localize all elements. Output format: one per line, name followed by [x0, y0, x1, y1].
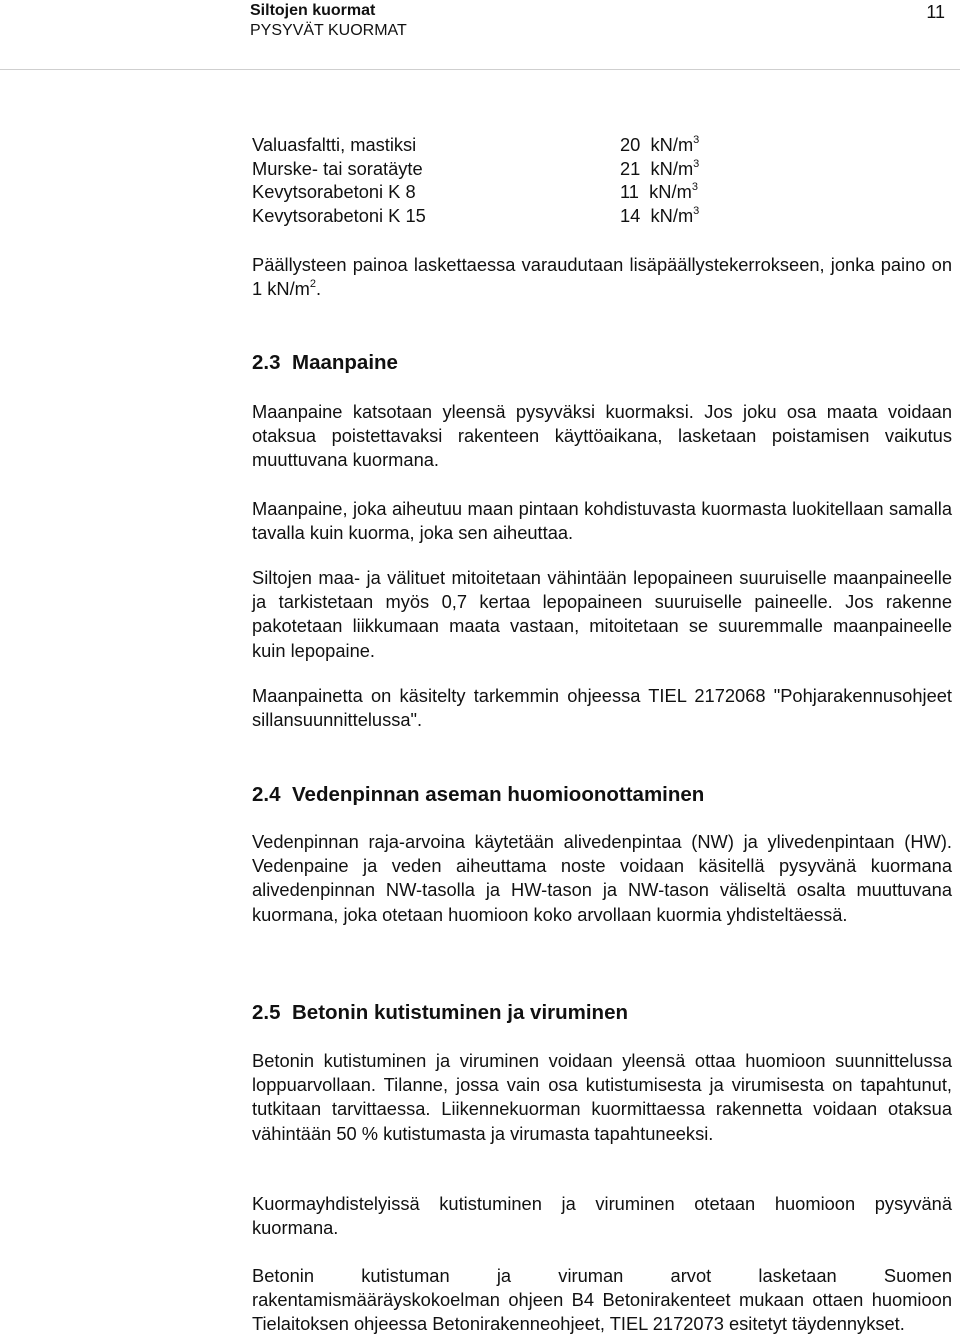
weight-row [252, 204, 700, 228]
paragraph: Kuormayhdistelyissä kutistuminen ja viruminen otetaan huomioon pysyvänä kuormana. [252, 1193, 952, 1239]
weight-row [252, 157, 700, 181]
paragraph: Betonin kutistuminen ja viruminen voidaan yleensä ottaa huomioon suunnittelussa loppuarvollaan. Tilanne, jossa vain osa kutistumisesta ja virumisesta on tapahtunut, tutkitaan tarvittaessa. Liikennekuorman kuormittaessa rakennetta voidaan otaksua vähintään 50 % kutistumasta ja virumasta tapahtuneeksi. [252, 1050, 952, 1144]
weight-material: Valuasfaltti, mastiksi [252, 134, 417, 155]
paragraph: Maanpainetta on käsitelty tarkemmin ohjeessa TIEL 2172068 "Pohjarakennusohjeet sillansuunnittelussa". [252, 685, 952, 731]
paragraph: Vedenpinnan raja-arvoina käytetään alivedenpintaa (NW) ja ylivedenpintaan (HW). Vedenpaine ja veden aiheuttama noste voidaan käsitellä pysyvänä kuormana alivedenpinnan NW-tasolla ja HW-tason ja NW-tason väliseltä osalta muuttuvana kuormana, joka otetaan huomioon koko arvollaan kuormia yhdisteltäessä. [252, 831, 952, 925]
weight-value: 14 $kN/m^3$ [620, 205, 700, 226]
header-title: Siltojen kuormat [250, 2, 376, 19]
section-heading [252, 783, 704, 807]
pavement-note: Päällysteen painoa laskettaessa varaudutaan lisäpäällystekerrokseen, jonka paino on 1 $kN/m^2$. [252, 254, 952, 300]
paragraph: Maanpaine katsotaan yleensä pysyväksi kuormaksi. Jos joku osa maata voidaan otaksua poistettavaksi rakenteen käyttöaikana, lasketaan poistamisen vaikutus muuttuvana kuormana. [252, 401, 952, 471]
weight-row [252, 133, 700, 157]
section-title: Maanpaine [292, 351, 398, 374]
weight-value: 20 $kN/m^3$ [620, 134, 700, 155]
header-subtitle: PYSYVÄT KUORMAT [250, 22, 407, 39]
weight-material: Murske- tai soratäyte [252, 158, 423, 179]
section-heading [252, 351, 398, 375]
section-title: Vedenpinnan aseman huomioonottaminen [292, 783, 705, 806]
section-number: 2.5 [252, 1001, 281, 1024]
weight-row [252, 180, 698, 204]
weight-value: 11 $kN/m^3$ [620, 181, 698, 202]
paragraph: Siltojen maa- ja välituet mitoitetaan vähintään lepopaineen suuruiselle maanpaineelle ja tarkistetaan myös 0,7 kertaa lepopaineen suuruiselle paineelle. Jos rakenne pakotetaan liikkumaan maata vastaan, mitoitetaan se suuremmalle maanpaineelle kuin lepopaine. [252, 567, 952, 661]
page-number: 11 [926, 2, 945, 22]
paragraph: Maanpaine, joka aiheutuu maan pintaan kohdistuvasta kuormasta luokitellaan samalla tavalla kuin kuorma, joka sen aiheuttaa. [252, 498, 952, 544]
section-number: 2.4 [252, 783, 281, 806]
weight-material: Kevytsorabetoni K 8 [252, 181, 416, 202]
page-header [0, 0, 960, 70]
section-heading [252, 1001, 628, 1025]
header-divider [0, 69, 960, 70]
paragraph: Betonin kutistuman ja viruman arvot lasketaan Suomen rakentamismääräyskokoelman ohjeen B4 Betonirakenteet mukaan ottaen huomioon Tielaitoksen ohjeessa Betonirakenneohjeet, TIEL 2172073 esitetyt täydennykset. [252, 1265, 952, 1335]
weight-value: 21 $kN/m^3$ [620, 158, 700, 179]
weight-material: Kevytsorabetoni K 15 [252, 205, 426, 226]
section-title: Betonin kutistuminen ja viruminen [292, 1001, 629, 1024]
section-number: 2.3 [252, 351, 281, 374]
